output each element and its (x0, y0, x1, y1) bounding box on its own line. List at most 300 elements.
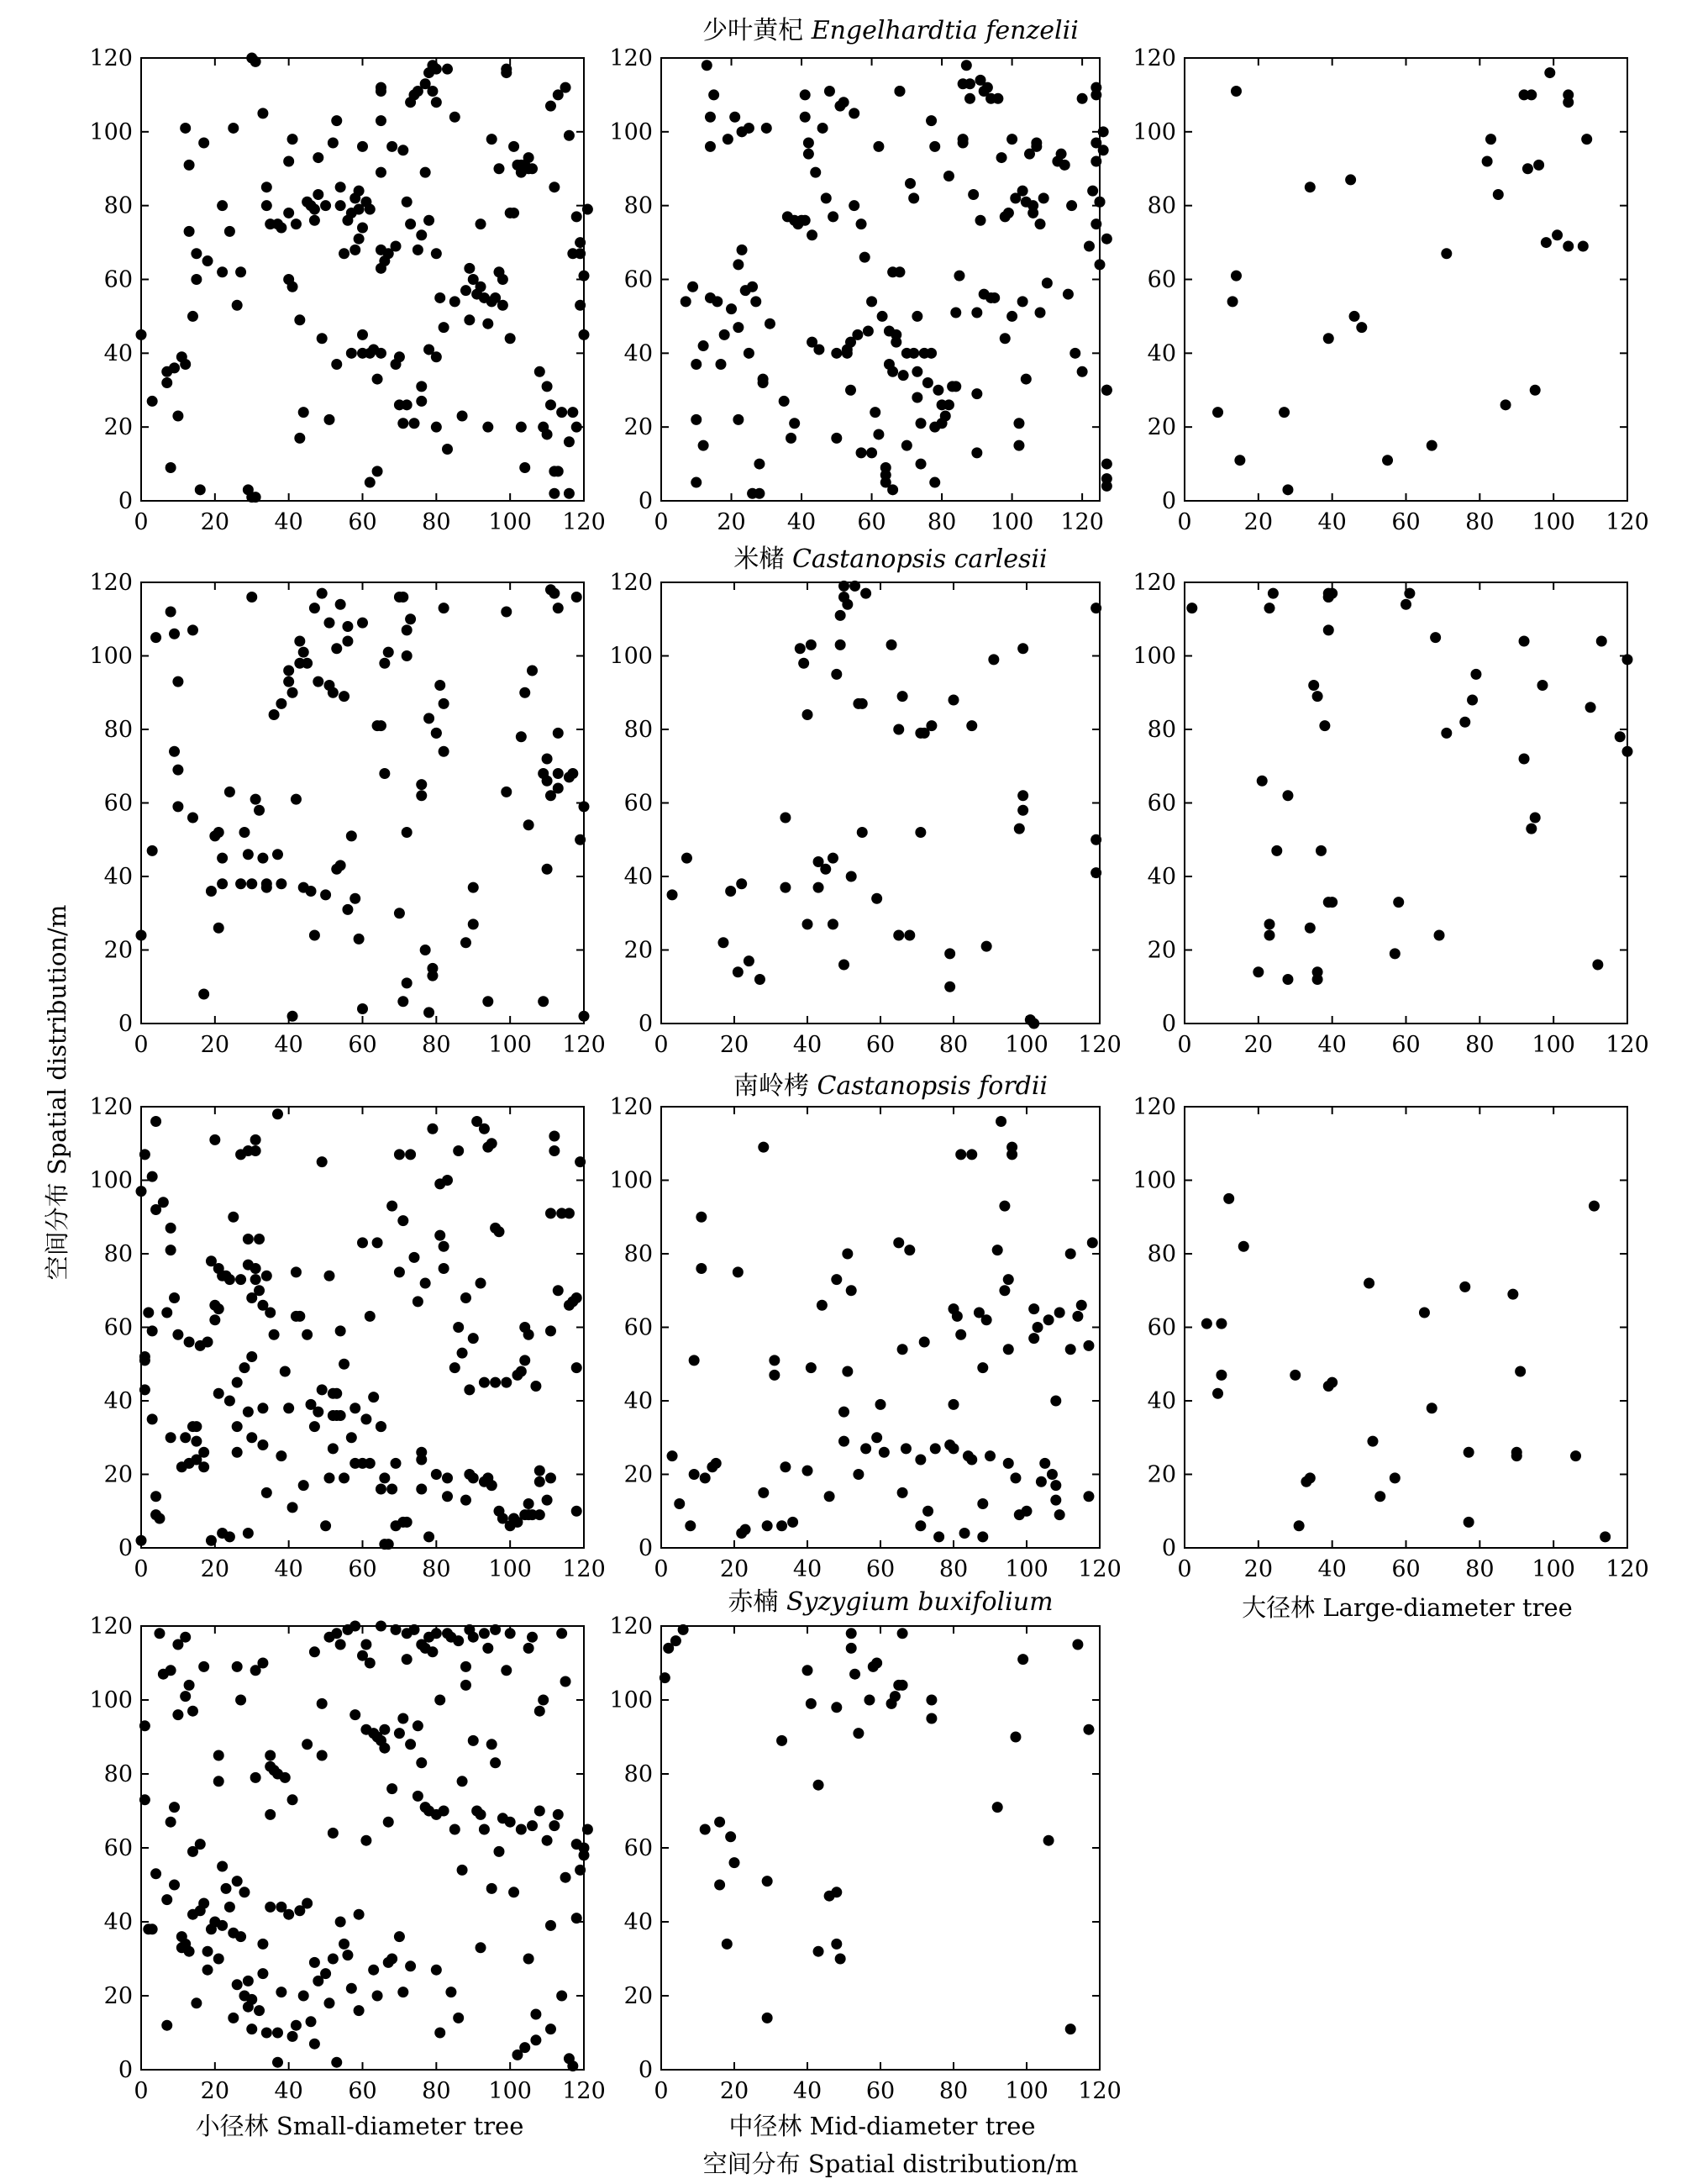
data-point (427, 1646, 438, 1657)
data-point (582, 1824, 593, 1835)
data-point (224, 1274, 235, 1285)
data-point (733, 966, 744, 977)
data-point (232, 1447, 243, 1458)
x-tick-label: 120 (1078, 1032, 1122, 1058)
data-point (224, 1902, 235, 1913)
data-point (309, 204, 320, 215)
data-point (813, 882, 824, 893)
y-tick-label: 80 (103, 717, 133, 743)
data-point (320, 1520, 331, 1531)
data-point (1282, 974, 1293, 985)
data-point (807, 229, 817, 240)
data-point (1083, 1340, 1094, 1351)
data-point (726, 303, 737, 314)
y-tick-label: 80 (623, 717, 653, 743)
data-point (442, 444, 453, 455)
data-point (166, 1432, 176, 1443)
data-point (1563, 240, 1574, 251)
data-point (482, 422, 493, 433)
data-point (508, 141, 519, 152)
data-point (779, 396, 790, 407)
data-point (306, 886, 317, 897)
y-tick-label: 60 (1147, 1314, 1176, 1341)
data-point (787, 1517, 798, 1528)
scatter-panel-r3-c1 (609, 1613, 1121, 2104)
row-title-3: 赤楠 Syzygium buxifolium (728, 1587, 1054, 1617)
data-point (397, 592, 408, 603)
x-tick-label: 0 (654, 1032, 669, 1058)
x-tick-label: 100 (990, 509, 1034, 535)
data-point (1201, 1318, 1212, 1329)
data-point (453, 2013, 464, 2023)
data-point (1393, 897, 1404, 908)
x-tick-label: 100 (1532, 1032, 1575, 1058)
data-point (280, 1366, 291, 1377)
data-point (416, 779, 427, 790)
data-point (379, 1472, 390, 1483)
data-point (717, 937, 728, 948)
data-point (871, 893, 882, 904)
data-point (1349, 311, 1360, 322)
data-point (780, 1461, 791, 1472)
data-point (897, 1344, 908, 1355)
data-point (1006, 1149, 1017, 1160)
data-point (530, 2009, 541, 2020)
data-point (294, 1311, 305, 1322)
data-point (198, 1661, 209, 1672)
data-point (280, 1772, 291, 1783)
data-point (206, 886, 217, 897)
data-point (1216, 1318, 1227, 1329)
data-point (335, 182, 346, 192)
data-point (1526, 89, 1537, 100)
y-tick-label: 20 (103, 414, 133, 441)
data-point (335, 599, 346, 610)
data-point (712, 296, 723, 307)
data-point (184, 1680, 195, 1691)
y-tick-label: 20 (103, 1983, 133, 2009)
x-tick-label: 80 (422, 1032, 451, 1058)
data-point (497, 300, 508, 311)
data-point (1533, 160, 1544, 171)
data-point (254, 805, 265, 816)
data-point (1091, 834, 1101, 845)
data-point (287, 282, 298, 292)
data-point (464, 314, 475, 325)
data-point (866, 447, 877, 458)
data-point (172, 676, 183, 687)
data-point (172, 801, 183, 812)
data-point (150, 1491, 161, 1502)
data-point (898, 370, 909, 381)
data-point (294, 314, 305, 325)
x-tick-label: 60 (1391, 1556, 1421, 1582)
data-point (161, 2020, 172, 2031)
data-point (1039, 1458, 1050, 1469)
data-point (323, 1271, 334, 1281)
data-point (431, 1469, 442, 1480)
data-point (360, 1639, 371, 1650)
data-point (985, 1450, 996, 1461)
data-point (817, 123, 828, 134)
y-tick-label: 0 (118, 488, 133, 514)
data-point (744, 348, 754, 359)
data-point (780, 813, 791, 824)
x-tick-label: 0 (1177, 509, 1192, 535)
data-point (1464, 1517, 1474, 1528)
y-tick-label: 80 (623, 1761, 653, 1787)
y-tick-label: 100 (609, 1687, 653, 1713)
data-point (915, 1520, 926, 1531)
data-point (853, 1728, 864, 1739)
data-point (261, 1487, 272, 1498)
data-point (261, 200, 272, 211)
data-point (147, 396, 158, 407)
data-point (394, 908, 405, 918)
data-point (958, 134, 969, 145)
x-tick-label: 60 (865, 1556, 896, 1582)
data-point (139, 1355, 150, 1366)
data-point (1216, 1370, 1227, 1381)
data-point (287, 687, 298, 698)
data-point (1327, 897, 1338, 908)
y-tick-label: 80 (1147, 1241, 1176, 1267)
data-point (685, 1520, 696, 1531)
data-point (1282, 790, 1293, 801)
data-point (331, 1388, 342, 1399)
data-point (416, 1484, 427, 1495)
x-tick-label: 100 (1005, 1556, 1048, 1582)
data-point (803, 138, 814, 149)
data-point (261, 182, 272, 192)
data-point (339, 1939, 349, 1950)
data-point (376, 115, 386, 126)
data-point (416, 1455, 427, 1466)
data-point (320, 889, 331, 900)
data-point (250, 1263, 261, 1274)
data-point (346, 1983, 357, 1994)
data-point (1054, 1509, 1065, 1520)
data-point (553, 466, 564, 476)
data-point (460, 1661, 471, 1672)
data-point (553, 1809, 564, 1820)
data-point (239, 827, 250, 838)
data-point (1264, 918, 1275, 929)
data-point (567, 2060, 578, 2071)
data-point (232, 300, 243, 311)
plot-frame (661, 582, 1100, 1024)
data-point (919, 1337, 930, 1348)
data-point (571, 1362, 582, 1373)
data-point (1091, 867, 1101, 878)
data-point (250, 1134, 261, 1145)
data-point (1427, 440, 1437, 451)
data-point (929, 141, 940, 152)
data-point (235, 1931, 246, 1942)
data-point (283, 676, 294, 687)
data-point (1017, 186, 1028, 197)
y-tick-label: 20 (623, 1983, 653, 2009)
data-point (857, 698, 868, 709)
y-tick-label: 0 (118, 1011, 133, 1037)
data-point (1430, 632, 1441, 643)
data-point (1615, 731, 1626, 742)
data-point (1017, 790, 1028, 801)
data-point (339, 248, 349, 259)
data-point (523, 1329, 534, 1340)
x-tick-label: 40 (1317, 1556, 1347, 1582)
scatter-panel-r2-c2 (1133, 1094, 1648, 1582)
data-point (567, 768, 578, 779)
data-point (1050, 1480, 1061, 1491)
y-tick-label: 20 (623, 937, 653, 964)
data-point (838, 1436, 849, 1447)
data-point (959, 1528, 970, 1539)
y-tick-label: 60 (623, 266, 653, 293)
data-point (916, 418, 927, 429)
data-point (689, 1469, 700, 1480)
data-point (449, 296, 460, 307)
data-point (1596, 636, 1607, 647)
data-point (383, 1539, 394, 1550)
data-point (982, 82, 993, 93)
data-point (667, 1450, 678, 1461)
x-tick-label: 60 (348, 509, 377, 535)
x-tick-label: 120 (562, 2078, 606, 2104)
data-point (232, 1661, 243, 1672)
data-point (740, 1524, 751, 1535)
data-point (579, 329, 590, 340)
data-point (750, 296, 761, 307)
data-point (950, 381, 961, 392)
data-point (571, 211, 582, 222)
data-point (530, 1381, 541, 1392)
data-point (349, 245, 360, 255)
data-point (486, 1138, 497, 1149)
data-point (408, 1252, 419, 1263)
x-tick-label: 120 (1078, 1556, 1122, 1582)
x-tick-label: 80 (938, 1032, 969, 1058)
data-point (887, 484, 898, 495)
data-point (335, 1410, 346, 1421)
data-point (1050, 1396, 1061, 1407)
data-point (926, 115, 937, 126)
data-point (460, 1292, 471, 1303)
data-point (313, 1407, 323, 1418)
row-title-0: 少叶黄杞 Engelhardtia fenzelii (702, 16, 1079, 45)
data-point (904, 1245, 915, 1255)
row-title-1: 米槠 Castanopsis carlesii (733, 545, 1048, 574)
x-tick-label: 60 (865, 1032, 896, 1058)
data-point (776, 1520, 787, 1531)
x-tick-label: 80 (1465, 1556, 1495, 1582)
data-point (1101, 459, 1112, 470)
data-point (689, 1355, 700, 1366)
data-point (420, 945, 431, 955)
x-tick-label: 0 (654, 2078, 669, 2104)
data-point (169, 1802, 180, 1813)
data-point (831, 433, 842, 444)
data-point (460, 1680, 471, 1691)
data-point (294, 636, 305, 647)
data-point (232, 1421, 243, 1432)
data-point (180, 1432, 191, 1443)
y-tick-label: 40 (623, 340, 653, 367)
data-point (1059, 160, 1070, 171)
data-point (294, 433, 305, 444)
data-point (747, 282, 758, 292)
data-point (468, 1632, 479, 1643)
data-point (1493, 189, 1504, 200)
data-point (744, 123, 754, 134)
data-point (386, 141, 397, 152)
data-point (545, 399, 556, 410)
y-tick-label: 20 (1147, 414, 1176, 441)
data-point (346, 1432, 357, 1443)
y-tick-label: 40 (1147, 1388, 1176, 1414)
data-point (490, 1624, 501, 1635)
data-point (468, 1735, 479, 1746)
plot-frame (661, 1626, 1100, 2070)
data-point (940, 410, 951, 421)
data-point (331, 1628, 342, 1639)
y-tick-label: 100 (1133, 1167, 1176, 1194)
data-point (365, 1658, 376, 1669)
y-tick-label: 40 (103, 1909, 133, 1935)
data-point (394, 1728, 405, 1739)
data-point (357, 141, 368, 152)
data-point (549, 182, 560, 192)
data-point (408, 1624, 419, 1635)
data-point (434, 1230, 445, 1241)
data-point (523, 1643, 534, 1654)
data-point (828, 211, 838, 222)
data-point (516, 1366, 527, 1377)
data-point (431, 1628, 442, 1639)
data-point (1390, 1472, 1401, 1483)
data-point (476, 1809, 486, 1820)
data-point (1264, 930, 1275, 941)
data-point (1101, 385, 1112, 396)
data-point (523, 819, 534, 830)
data-point (213, 1750, 224, 1761)
data-point (859, 252, 870, 263)
x-tick-label: 60 (1391, 509, 1421, 535)
data-point (930, 1443, 941, 1454)
data-point (729, 112, 740, 123)
data-point (169, 1880, 180, 1891)
data-point (1065, 1344, 1076, 1355)
data-point (802, 1466, 813, 1476)
y-tick-label: 100 (89, 118, 133, 145)
data-point (670, 1635, 681, 1646)
data-point (901, 440, 912, 451)
x-tick-label: 20 (719, 1032, 749, 1058)
y-tick-label: 60 (103, 1314, 133, 1341)
data-point (368, 1392, 379, 1402)
data-point (846, 1643, 857, 1654)
y-tick-label: 100 (89, 643, 133, 670)
y-tick-label: 120 (1133, 1094, 1176, 1120)
data-point (397, 996, 408, 1007)
data-point (217, 1920, 228, 1931)
data-point (405, 613, 416, 624)
data-point (431, 97, 442, 108)
data-point (575, 1156, 586, 1167)
data-point (905, 178, 916, 189)
data-point (180, 1691, 191, 1702)
data-point (1231, 271, 1242, 282)
data-point (232, 1876, 243, 1887)
data-point (309, 1646, 320, 1657)
data-point (705, 141, 716, 152)
data-point (1083, 1724, 1094, 1735)
data-point (486, 134, 497, 145)
data-point (209, 1134, 220, 1145)
data-point (180, 1632, 191, 1643)
data-point (1570, 1450, 1581, 1461)
data-point (187, 1706, 198, 1717)
data-point (468, 918, 479, 929)
data-point (413, 1720, 423, 1731)
data-point (423, 1531, 434, 1542)
data-point (1028, 1018, 1039, 1029)
data-point (786, 433, 796, 444)
x-tick-label: 60 (1391, 1032, 1421, 1058)
y-tick-label: 0 (1161, 1011, 1176, 1037)
data-point (139, 1794, 150, 1805)
data-point (365, 1311, 376, 1322)
data-point (789, 418, 800, 429)
data-point (379, 1743, 390, 1754)
data-point (317, 1698, 328, 1709)
data-point (1323, 624, 1334, 635)
x-tick-label: 100 (1532, 1556, 1575, 1582)
data-point (328, 1828, 339, 1839)
x-tick-label: 20 (719, 2078, 749, 2104)
data-point (354, 934, 365, 945)
data-point (394, 1149, 405, 1160)
data-point (1036, 1476, 1047, 1487)
data-point (1033, 1322, 1043, 1333)
y-tick-label: 40 (1147, 864, 1176, 890)
data-point (966, 1149, 977, 1160)
data-point (1091, 603, 1101, 613)
data-point (553, 783, 564, 794)
data-point (184, 1946, 195, 1957)
data-point (306, 2016, 317, 2027)
data-point (852, 329, 863, 340)
data-point (1101, 473, 1112, 484)
data-point (556, 407, 567, 418)
data-point (806, 1362, 817, 1373)
data-point (996, 1116, 1006, 1127)
data-point (1084, 240, 1095, 251)
data-point (397, 1987, 408, 1997)
data-point (372, 1237, 383, 1248)
x-tick-label: 80 (938, 2078, 969, 2104)
data-point (571, 1913, 582, 1923)
data-point (1578, 240, 1589, 251)
data-point (1305, 182, 1316, 192)
data-point (287, 1794, 298, 1805)
data-point (357, 223, 368, 234)
data-point (873, 429, 884, 439)
data-point (1234, 455, 1245, 466)
data-point (966, 1455, 977, 1466)
data-point (758, 1142, 769, 1153)
data-point (519, 687, 530, 698)
